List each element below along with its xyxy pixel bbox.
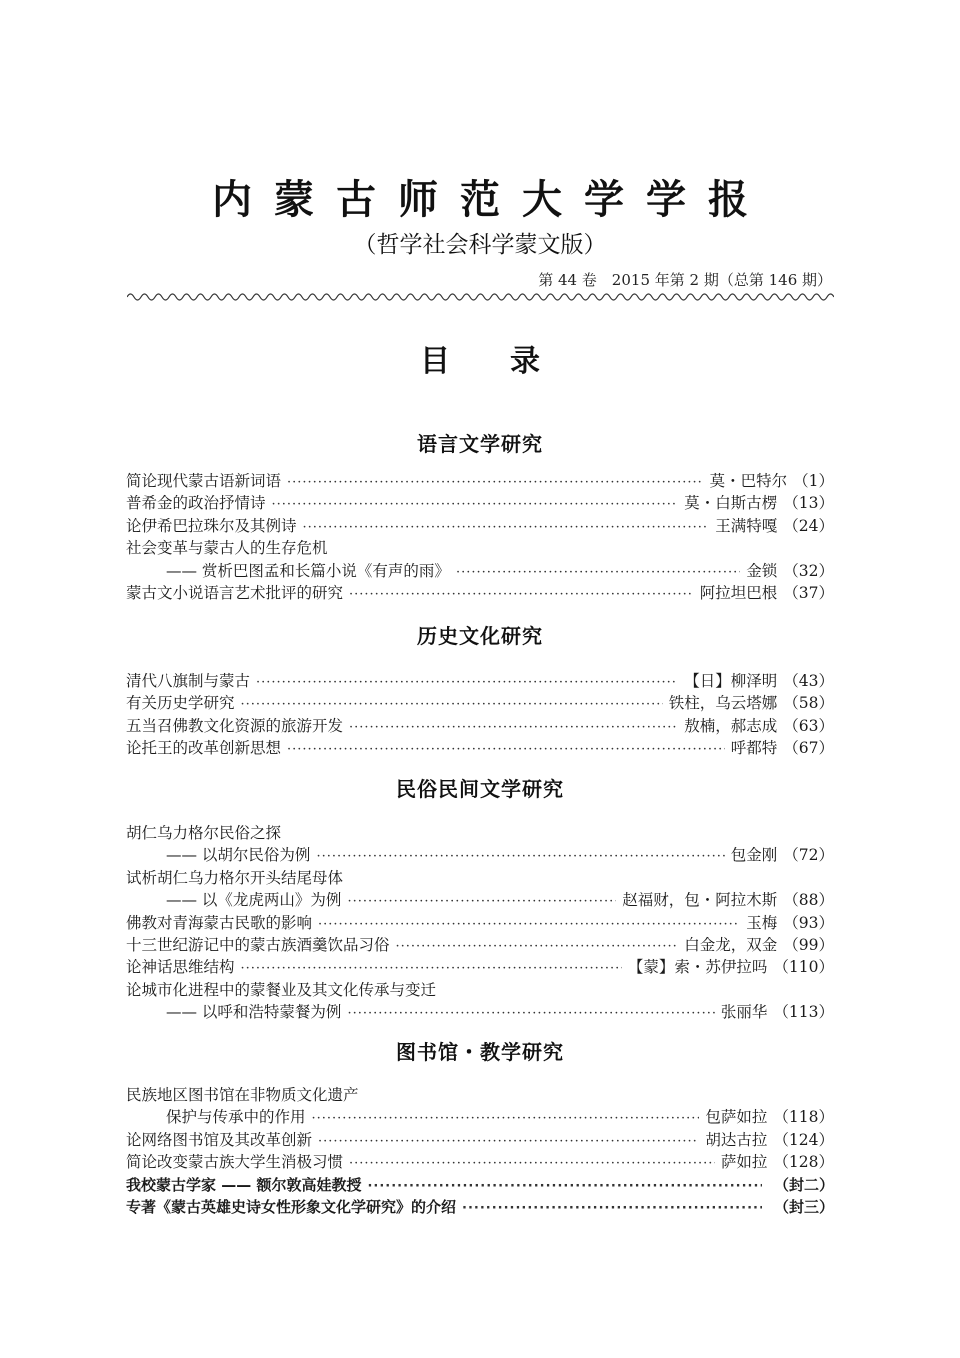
toc-entry[interactable] (126, 1001, 834, 1024)
section-heading: 语言文学研究 (417, 432, 543, 456)
dot-leader (303, 516, 710, 539)
toc-entry-author: 萨如拉 (720, 1153, 768, 1172)
journal-subtitle: （哲学社会科学蒙文版） (353, 232, 607, 258)
toc-entry-author: 赵福财，包・阿拉木斯 (622, 891, 778, 910)
toc-entry-page: （24） (783, 516, 834, 535)
dot-leader (456, 561, 740, 584)
dot-leader (241, 957, 622, 980)
toc-entry-title[interactable]: 胡仁乌力格尔民俗之探 (126, 824, 282, 842)
toc-entry[interactable] (126, 934, 834, 957)
toc-entry-page: （58） (783, 694, 834, 713)
toc-entry-page: （43） (783, 672, 834, 690)
toc-entry-title: —— 以《龙虎两山》为例 (166, 891, 342, 910)
toc-entry-title: —— 以呼和浩特蒙餐为例 (166, 1003, 342, 1022)
toc-entry[interactable] (126, 956, 834, 979)
toc-entry-title: 佛教对青海蒙古民歌的影响 (126, 913, 313, 932)
toc-entry[interactable] (126, 515, 834, 538)
toc-entry[interactable] (126, 889, 834, 912)
toc-entry-author: 莫・巴特尔 (709, 472, 788, 490)
toc-entry-author: 【日】柳泽明 (684, 672, 778, 690)
toc-entry[interactable] (126, 492, 834, 515)
toc-entry[interactable] (126, 844, 834, 867)
toc-entry-title: 论神话思维结构 (126, 958, 235, 977)
dot-leader (312, 1107, 700, 1130)
toc-entry-page: （32） (783, 561, 834, 580)
toc-entry[interactable] (126, 692, 834, 715)
dot-leader (396, 935, 679, 958)
toc-entry[interactable] (126, 912, 834, 935)
dot-leader (462, 1197, 762, 1220)
toc-entry-author: 胡达古拉 (705, 1130, 768, 1149)
toc-entry[interactable] (126, 560, 834, 583)
toc-entry-title: 论托王的改革创新思想 (126, 739, 282, 758)
toc-entry-page: （88） (783, 891, 834, 910)
toc-entry-author: 铁柱，乌云塔娜 (668, 694, 778, 713)
toc-entry-author: 阿拉坦巴根 (699, 584, 778, 602)
dot-leader (347, 890, 616, 913)
toc-entry-title: 论伊希巴拉珠尔及其例诗 (126, 516, 297, 535)
toc-entry-title: 简论现代蒙古语新词语 (126, 472, 282, 490)
toc-entry-title: 十三世纪游记中的蒙古族酒羹饮品习俗 (126, 936, 390, 954)
dot-leader (367, 1175, 762, 1198)
dot-leader (349, 1152, 715, 1175)
toc-entry-title: 五当召佛教文化资源的旅游开发 (126, 716, 344, 735)
toc-entry[interactable] (126, 1174, 834, 1197)
toc-entry-page: （99） (783, 936, 834, 954)
toc-entry-page: （63） (783, 716, 834, 735)
toc-entry-page: （72） (783, 846, 834, 865)
toc-entry-title: —— 以胡尔民俗为例 (166, 846, 311, 865)
toc-entry-page: （67） (783, 739, 834, 758)
toc-entry[interactable] (126, 1129, 834, 1152)
dot-leader (347, 1002, 714, 1025)
toc-entry-title: —— 赏析巴图孟和长篇小说《有声的雨》 (166, 561, 450, 580)
toc-entry-page: （113） (773, 1003, 834, 1022)
toc-entry-page: （128） (773, 1153, 834, 1172)
section-heading: 图书馆・教学研究 (396, 1040, 564, 1064)
toc-entry-title: 有关历史学研究 (126, 694, 235, 713)
dot-leader (287, 738, 725, 761)
toc-entry-title[interactable]: 论城市化进程中的蒙餐业及其文化传承与变迁 (126, 980, 437, 999)
toc-entry-title: 保护与传承中的作用 (166, 1108, 306, 1127)
toc-entry-title: 专著《蒙古英雄史诗女性形象文化学研究》的介绍 (126, 1198, 457, 1216)
toc-entry[interactable] (126, 737, 834, 760)
dot-leader (241, 693, 663, 716)
toc-entry-author: 【蒙】索・苏伊拉吗 (627, 958, 768, 977)
section-heading: 历史文化研究 (417, 624, 543, 648)
toc-entry[interactable] (126, 1151, 834, 1174)
toc-entry-title: 清代八旗制与蒙古 (126, 672, 251, 690)
dot-leader (316, 845, 724, 868)
dot-leader (318, 1130, 699, 1153)
toc-entry-page: （封二） (773, 1175, 834, 1194)
toc-entry[interactable] (126, 1106, 834, 1129)
toc-entry-page: （118） (773, 1108, 834, 1127)
issue-line: 第 44 卷 2015 年第 2 期（总第 146 期） (538, 271, 832, 289)
toc-entry-title: 我校蒙古学家 —— 额尔敦高娃教授 (126, 1175, 362, 1194)
toc-entry-page: （124） (773, 1130, 834, 1149)
toc-entry-author: 玉梅 (746, 913, 778, 932)
dot-leader (349, 583, 694, 606)
toc-entry[interactable] (126, 715, 834, 738)
contents-heading: 目录 (420, 344, 600, 379)
toc-entry-author: 王满特嘎 (715, 516, 778, 535)
toc-entry-author: 白金龙，双金 (684, 936, 778, 954)
toc-entry[interactable] (126, 670, 834, 693)
toc-entry-title: 简论改变蒙古族大学生消极习惯 (126, 1153, 344, 1172)
toc-entry-title: 普希金的政治抒情诗 (126, 494, 266, 513)
toc-entry-author: 张丽华 (720, 1003, 768, 1022)
toc-entry-author: 包金刚 (730, 846, 778, 865)
toc-entry-author: 莫・白斯古楞 (684, 494, 778, 513)
toc-entry-author: 金锁 (746, 561, 778, 580)
toc-entry-author: 包萨如拉 (705, 1108, 768, 1127)
section-heading: 民俗民间文学研究 (396, 777, 564, 801)
toc-entry-author: 敖楠，郝志成 (684, 716, 778, 735)
dot-leader (287, 471, 704, 494)
toc-entry[interactable] (126, 1196, 834, 1219)
toc-entry-title[interactable]: 社会变革与蒙古人的生存危机 (126, 539, 328, 558)
toc-entry-title[interactable]: 民族地区图书馆在非物质文化遗产 (126, 1086, 359, 1104)
toc-entry-page: （1） (793, 472, 834, 490)
toc-entry-title: 蒙古文小说语言艺术批评的研究 (126, 584, 344, 602)
toc-entry-page: （93） (783, 913, 834, 932)
toc-entry[interactable] (126, 470, 834, 493)
toc-entry-page: （110） (773, 958, 834, 977)
wavy-divider (127, 290, 834, 304)
toc-entry-author: 呼都特 (730, 739, 778, 758)
toc-entry-page: （37） (783, 584, 834, 602)
dot-leader (318, 913, 740, 936)
toc-entry-page: （封三） (773, 1198, 834, 1216)
toc-entry[interactable] (126, 582, 834, 605)
toc-entry-page: （13） (783, 494, 834, 513)
toc-entry-title[interactable]: 试析胡仁乌力格尔开头结尾母体 (126, 868, 344, 887)
dot-leader (349, 716, 678, 739)
dot-leader (272, 493, 679, 516)
toc-entry-title: 论网络图书馆及其改革创新 (126, 1130, 313, 1149)
dot-leader (256, 671, 678, 694)
journal-title: 内蒙古师范大学学报 (212, 176, 770, 223)
